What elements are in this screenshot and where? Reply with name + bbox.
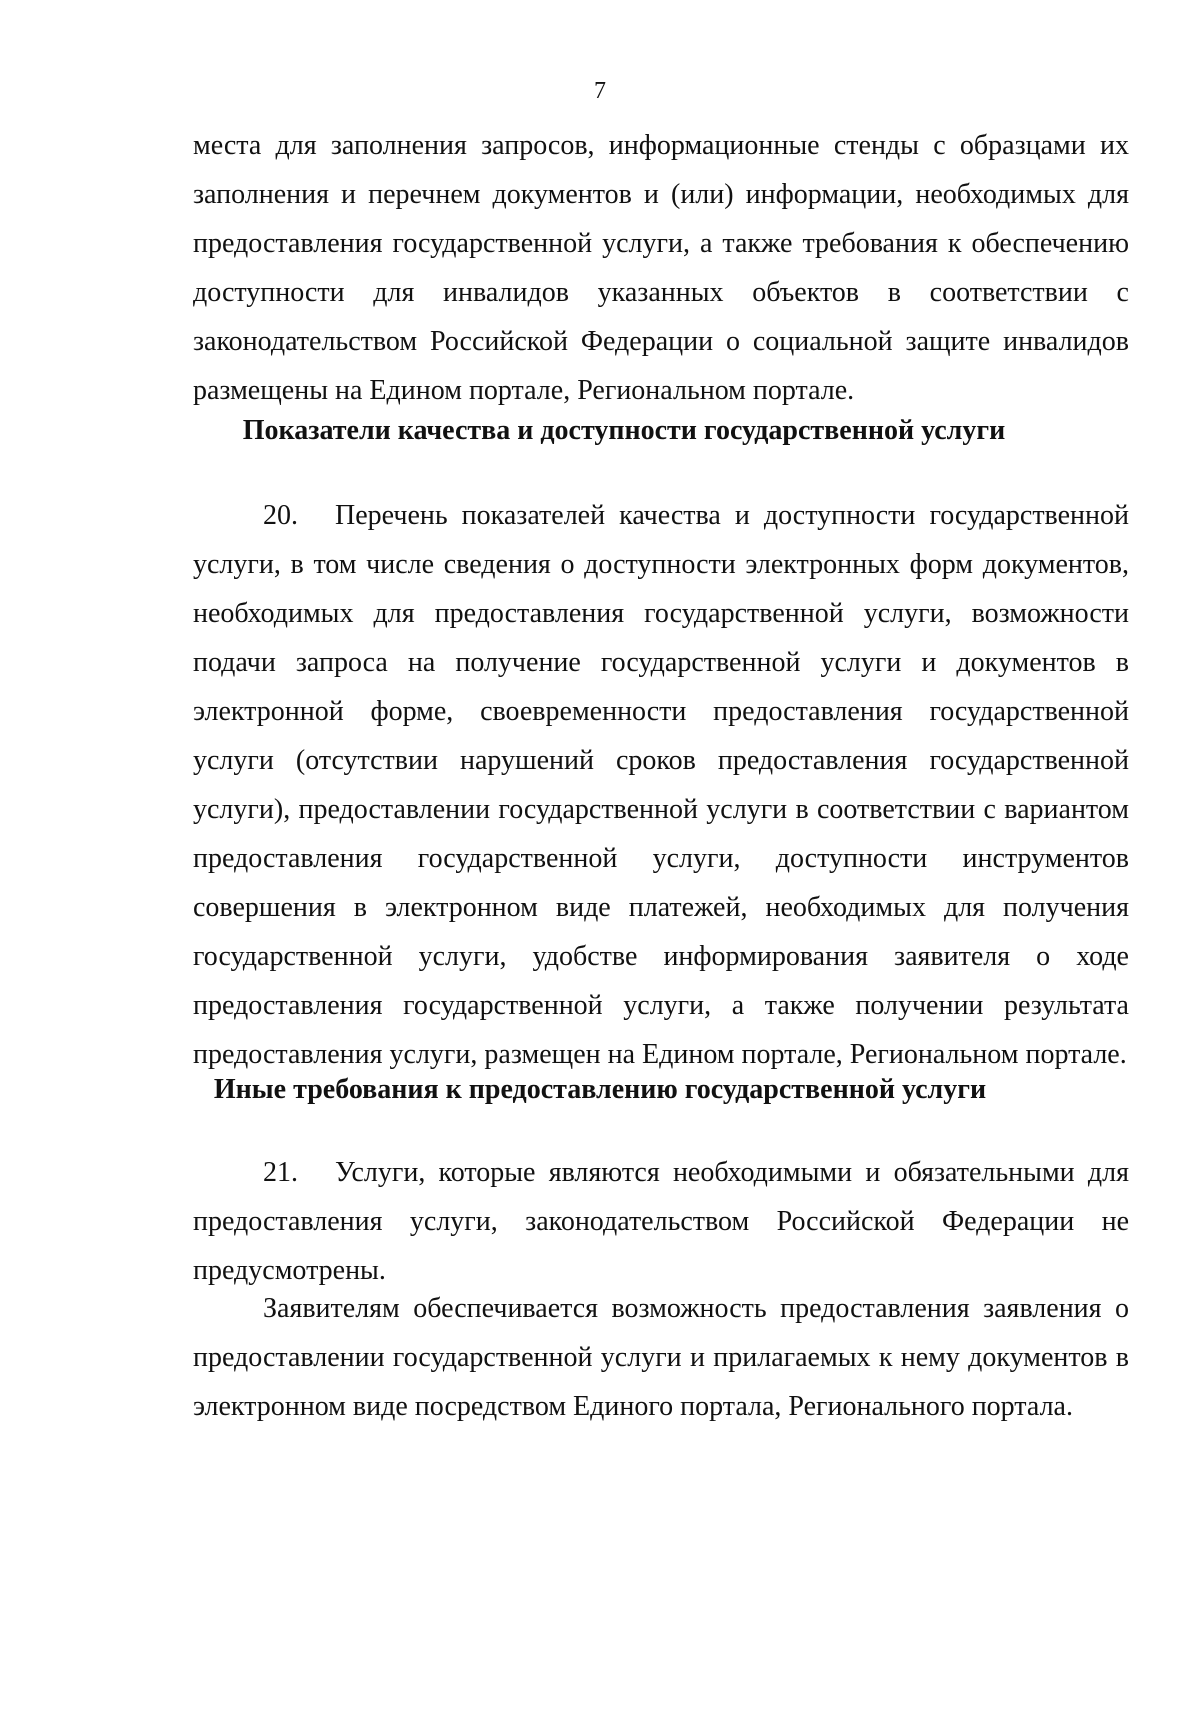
section-heading-other-requirements: Иные требования к предоставлению государственной услуги	[213, 1074, 987, 1105]
paragraph-continuation: места для заполнения запросов, информационные стенды с образцами их заполнения и перечнем документов и (или) информации, необходимых для предоставления государственной услуги, а также требования к обеспечению доступности для инвалидов указанных объектов в соответствии с законодательством Российской Федерации о социальной защите инвалидов размещены на Едином портале, Региональном портале.	[193, 130, 1129, 406]
paragraph-20-text: Перечень показателей качества и доступности государственной услуги, в том числе сведения о доступности электронных форм документов, необходимых для предоставления государственной услуги, возможности подачи запроса на получение государственной услуги и документов в электронной форме, своевременности предоставления государственной услуги (отсутствии нарушений сроков предоставления государственной услуги), предоставлении государственной услуги в соответствии с вариантом предоставления государственной услуги, доступности инструментов совершения в электронном виде платежей, необходимых для получения государственной услуги, удобстве информирования заявителя о ходе предоставления государственной услуги, а также получении результата предоставления услуги, размещен на Едином портале, Региональном портале.	[193, 500, 1129, 1070]
paragraph-21-number: 21.	[263, 1157, 298, 1188]
paragraph-21	[193, 1148, 1129, 1295]
page-number: 7	[594, 78, 606, 104]
paragraph-applicants: Заявителям обеспечивается возможность предоставления заявления о предоставлении государственной услуги и прилагаемых к нему документов в электронном виде посредством Единого портала, Регионального портала.	[193, 1293, 1129, 1422]
section-heading-quality: Показатели качества и доступности государственной услуги	[242, 415, 1006, 446]
paragraph-20-number: 20.	[263, 500, 298, 531]
paragraph-21-text: Услуги, которые являются необходимыми и обязательными для предоставления услуги, законодательством Российской Федерации не предусмотрены.	[193, 1157, 1129, 1286]
paragraph-20	[193, 491, 1129, 1079]
